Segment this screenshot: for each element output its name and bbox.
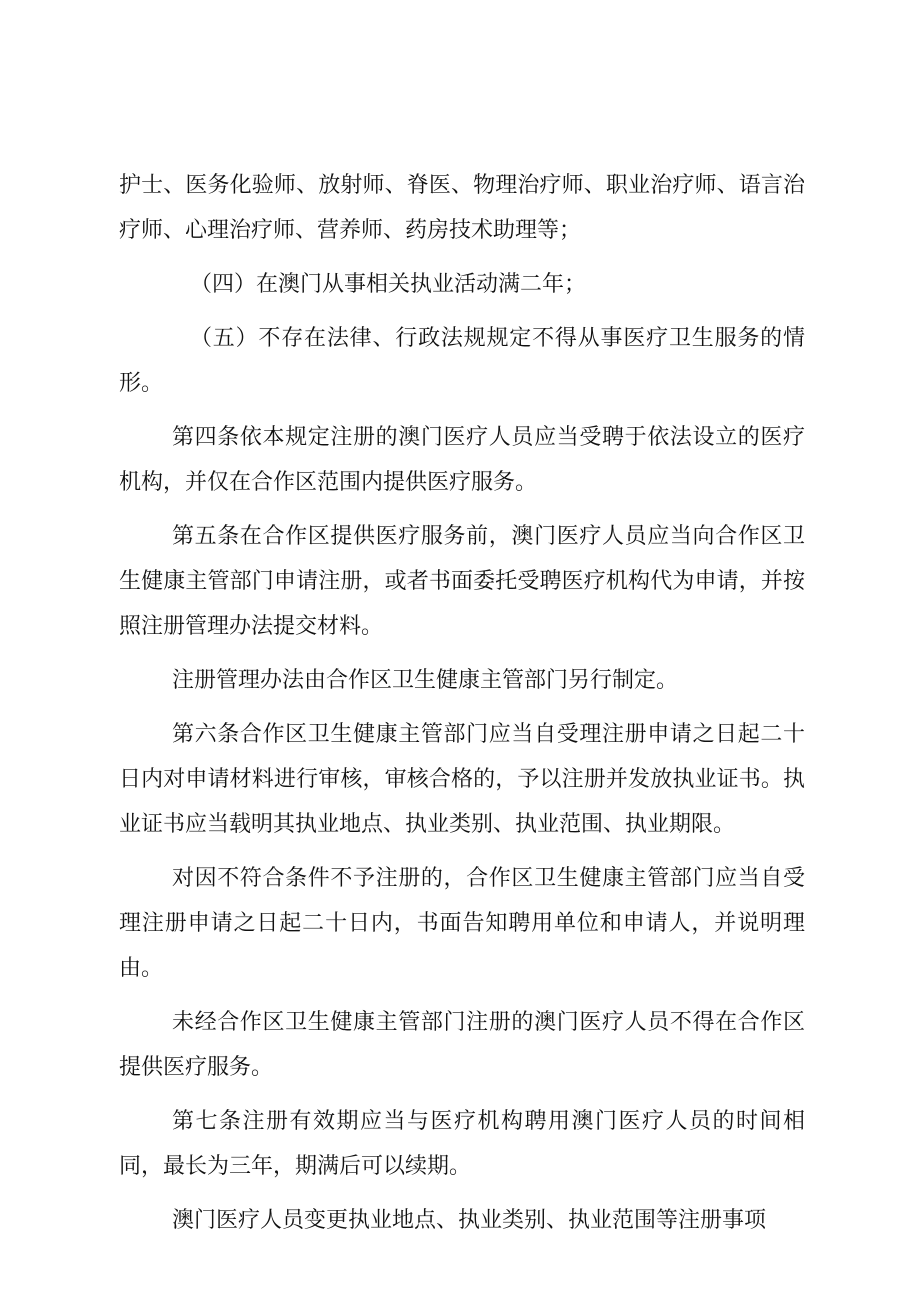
paragraph-registration-change: 澳门医疗人员变更执业地点、执业类别、执业范围等注册事项 (172, 1208, 767, 1233)
paragraph-article-6: 第六条合作区卫生健康主管部门应当自受理注册申请之日起二十日内对申请材料进行审核，审核合格的，予以注册并发放执业证书。执业证书应当载明其执业地点、执业类别、执业范围、执业期限。 (119, 722, 805, 837)
paragraph-article-4: 第四条依本规定注册的澳门医疗人员应当受聘于依法设立的医疗机构，并仅在合作区范围内提供医疗服务。 (119, 425, 805, 495)
paragraph-continuation: 护士、医务化验师、放射师、脊医、物理治疗师、职业治疗师、语言治疗师、心理治疗师、营养师、药房技术助理等； (119, 173, 805, 243)
paragraph-item-5: （五）不存在法律、行政法规规定不得从事医疗卫生服务的情形。 (119, 326, 805, 396)
paragraph-unregistered-prohibition: 未经合作区卫生健康主管部门注册的澳门医疗人员不得在合作区提供医疗服务。 (119, 1010, 805, 1080)
paragraph-registration-measures: 注册管理办法由合作区卫生健康主管部门另行制定。 (172, 668, 679, 693)
paragraph-item-4: （四）在澳门从事相关执业活动满二年； (190, 272, 587, 297)
paragraph-article-5: 第五条在合作区提供医疗服务前，澳门医疗人员应当向合作区卫生健康主管部门申请注册，或者书面委托受聘医疗机构代为申请，并按照注册管理办法提交材料。 (119, 524, 805, 639)
document-body (119, 163, 805, 1252)
paragraph-refusal-notice: 对因不符合条件不予注册的，合作区卫生健康主管部门应当自受理注册申请之日起二十日内，书面告知聘用单位和申请人，并说明理由。 (119, 866, 805, 981)
paragraph-article-7: 第七条注册有效期应当与医疗机构聘用澳门医疗人员的时间相同，最长为三年，期满后可以续期。 (119, 1109, 805, 1179)
